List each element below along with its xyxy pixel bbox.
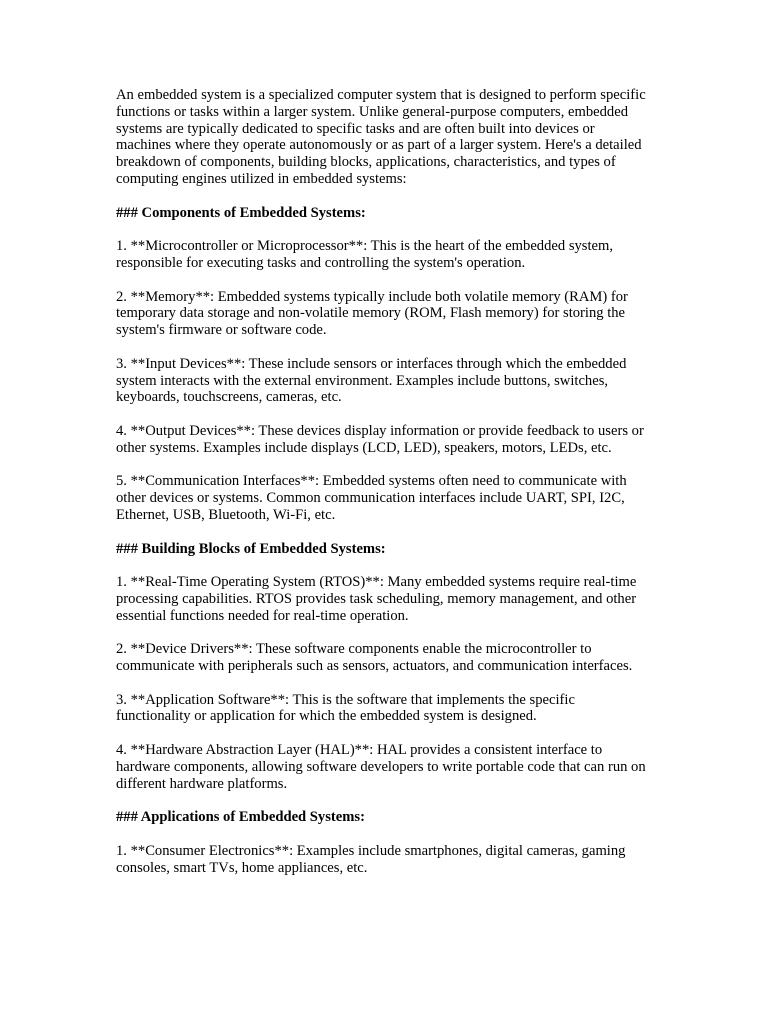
- section-heading-components: ### Components of Embedded Systems:: [116, 204, 366, 221]
- list-item-consumer-electronics: 1. **Consumer Electronics**: Examples include smartphones, digital cameras, gaming consoles, smart TVs, home appliances, etc.: [116, 842, 626, 876]
- list-item-output-devices: 4. **Output Devices**: These devices display information or provide feedback to users or other systems. Examples include displays (LCD, LED), speakers, motors, LEDs, etc.: [116, 422, 644, 456]
- list-item-communication-interfaces: 5. **Communication Interfaces**: Embedded systems often need to communicate with other devices or systems. Common communication interfaces include UART, SPI, I2C, Ethernet, USB, Bluetooth, Wi-Fi, etc.: [116, 473, 627, 523]
- intro-paragraph: An embedded system is a specialized computer system that is designed to perform specific functions or tasks within a larger system. Unlike general-purpose computers, embedded systems are typically dedicated to specific tasks and are often built into devices or machines where they operate autonomously or as part of a larger system. Here's a detailed breakdown of components, building blocks, applications, characteristics, and types of computing engines utilized in embedded systems:: [116, 87, 646, 187]
- list-item-device-drivers: 2. **Device Drivers**: These software components enable the microcontroller to communicate with peripherals such as sensors, actuators, and communication interfaces.: [116, 641, 633, 675]
- list-item-memory: 2. **Memory**: Embedded systems typically include both volatile memory (RAM) for temporary data storage and non-volatile memory (ROM, Flash memory) for storing the system's firmware or software code.: [116, 288, 628, 339]
- list-item-input-devices: 3. **Input Devices**: These include sensors or interfaces through which the embedded system interacts with the external environment. Examples include buttons, switches, keyboards, touchscreens, cameras, etc.: [116, 355, 627, 406]
- document-page: [116, 87, 650, 893]
- section-heading-building-blocks: ### Building Blocks of Embedded Systems:: [116, 540, 386, 557]
- list-item-rtos: 1. **Real-Time Operating System (RTOS)**: Many embedded systems require real-time processing capabilities. RTOS provides task scheduling, memory management, and other essential functions needed for real-time operation.: [116, 574, 637, 624]
- list-item-hal: 4. **Hardware Abstraction Layer (HAL)**: HAL provides a consistent interface to hardware components, allowing software developers to write portable code that can run on different hardware platforms.: [116, 742, 646, 792]
- section-heading-applications: ### Applications of Embedded Systems:: [116, 809, 365, 826]
- list-item-microcontroller: 1. **Microcontroller or Microprocessor**: This is the heart of the embedded system, responsible for executing tasks and controlling the system's operation.: [116, 238, 614, 271]
- list-item-application-software: 3. **Application Software**: This is the software that implements the specific functionality or application for which the embedded system is designed.: [116, 691, 575, 725]
